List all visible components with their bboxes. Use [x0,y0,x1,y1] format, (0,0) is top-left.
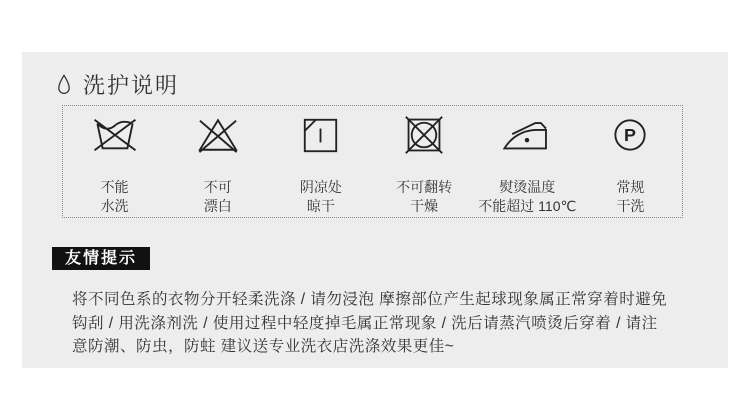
symbol-label: 熨烫温度 不能超过 110℃ [478,179,577,214]
symbol-label: 不能 水洗 [100,179,129,214]
symbol-dry-in-shade [269,106,372,217]
care-symbols-box [62,105,683,218]
tips-line: 钩刮 / 用洗涤剂洗 / 使用过程中轻度掉毛属正常现象 / 洗后请蒸汽喷烫后穿着 / 请注 [72,314,658,332]
dry-clean-icon [613,113,647,157]
symbol-label: 不可 漂白 [203,179,232,214]
symbol-dry-clean [579,106,682,217]
symbol-do-not-bleach [166,106,269,217]
tips-line: 将不同色系的衣物分开轻柔洗涤 / 请勿浸泡 摩擦部位产生起球现象属正常穿着时避免 [72,291,668,308]
symbol-do-not-wash [63,106,166,217]
symbol-label: 常规 干洗 [616,179,645,214]
symbol-do-not-tumble-dry [373,106,476,217]
iron-max-temp-icon [502,113,552,157]
water-drop-icon [56,73,72,96]
symbol-label: 不可翻转 干燥 [396,179,453,214]
care-instructions-panel [22,52,728,368]
panel-title: 洗护说明 [83,72,180,98]
do-not-tumble-dry-icon [404,113,444,157]
tips-line: 意防潮、防虫，防蛀 建议送专业洗衣店洗涤效果更佳~ [72,338,455,355]
panel-header [56,64,179,104]
svg-text:P: P [624,125,637,146]
dry-in-shade-icon [302,113,339,157]
do-not-wash-icon [92,113,138,157]
do-not-bleach-icon [195,113,241,157]
symbol-iron-max-temp [476,106,579,217]
tips-tag: 友情提示 [52,247,150,270]
symbol-label: 阴凉处 晾干 [299,179,342,214]
tips-text [72,288,702,359]
